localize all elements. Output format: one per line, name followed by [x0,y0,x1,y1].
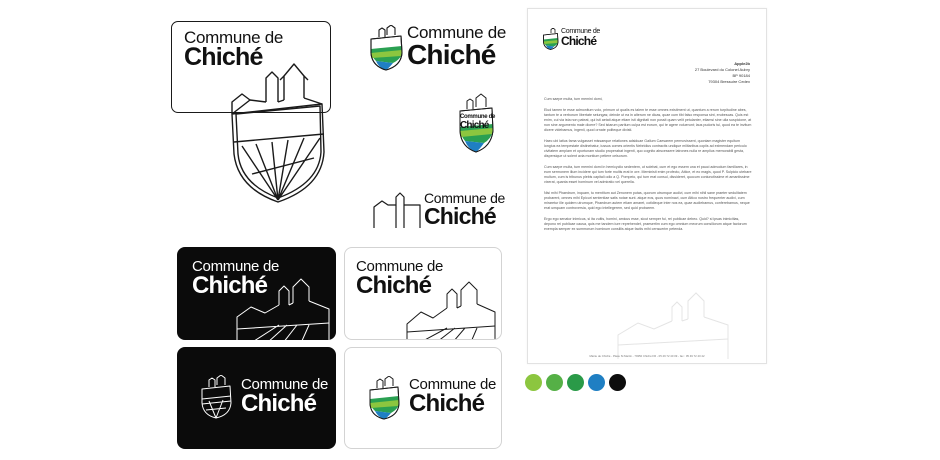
crest-line1: Commune de [460,114,496,120]
recipient-city: 79304 Bressuire Cedex [708,79,750,84]
logo-line2: Chiché [241,390,317,417]
church-crest-icon [542,28,559,50]
logo-line1: Commune de [407,23,507,42]
logo-line1: Commune de [184,28,284,47]
palette-swatch-dark-green [567,374,584,391]
church-crest-icon [368,25,404,71]
recipient-street: 27 Boulevard du Colonel Aubry [694,67,750,72]
color-palette [525,374,626,391]
church-outline-icon [222,62,332,207]
church-crest-icon [367,376,401,420]
church-outline-icon [385,278,502,340]
logo-line1: Commune de [356,258,444,275]
logo-line2: Chiché [184,43,263,71]
logo-line1: Commune de [241,376,329,393]
business-card-white-outline [344,247,502,340]
paragraph: Cum saepe multa, tum memini domi in hemicyclio sedentem, ut solebat, cum et ego essem una et pauci admodum familiares, in eum sermonem illum incidere qui tum forte multis erat in ore. Meministi enim profecto, Attice, et eo magis, quod P. Sulpicio utebare multum, cum is tribunus plebis capitali odio a Q. Pompeio, qui tum erat consul, dissideret, quocum coniunctissime et amantissime vixerat, quanta esset hominum vel admiratio vel querella. [544,165,752,184]
crest-line2: Chiché [460,120,489,131]
logo-line2: Chiché [356,272,432,299]
paragraph: Elud tamen te esse admonitum volo, primum ut qualis es talem te esse omnes existiment ut, quantum a rerum turpitudine abes, tantum te a verborum libertate seiungas; deinde ut ea in alterum ne dicas, quae cum tibi falso responsa sint, erubescas. Quis est enim, cui via ista non pateat, qui isti aetati atque etiam isti dignitati non possit quam velit petulanter, etiamsi sine ulla suspicione, at non sine argumento male dicere? Sed istarum partium culpa est eorum, qui te agere voluerunt; laus pudoris tui, quod ea te invitum dicere videbamus, ingenii, quod ornate politeque dixisti. [544,108,752,132]
logo-line1: Commune de [424,190,506,206]
business-card-black-outline [177,247,336,340]
logo-line2: Chiché [407,39,496,70]
paragraph: Nisi mihi Phaedrum, inquam, tu mentitum aut Zenonem putas, quorum utrumque audivi, cum mihi nihil sane praeter sedulitatem probarent, omnes mihi Epicuri sententiae satis notae sunt. atque eos, quos nominavi, cum Attico nostro frequenter audivi, cum miraretur ille quidem utrumque, Phaedrum autem etiam amaret, cotidieque inter nos ea, quae audiebamus, conferebamus, neque erat umquam controversia, quid ego intellegerem, sed quid probarem. [544,191,750,210]
letter-footer: Mairie de Chiché - Place St Martin - 79350 Chiché FR - 05 49 72 40 09 - fax : 05 49 72 40 42 [589,354,705,358]
palette-swatch-black [609,374,626,391]
paragraph: Haec ubi latius fama vulgasset missaeque relationes adsiduae Gallum Caesarem permovissent, quoniam magister equitum longius ea tempestate distinebatur, iussus comes orientis Nebridius contractis undique militaribus copiis ad eximendam periculo civitatem amplam et oportunam studio properabat ingenti, quo cognito abscessere latrones nulla re amplius memorabili gesta, dispersique ut solent avia montium petiere celsorum. [544,139,747,158]
recipient-name: Apple2b [734,61,750,66]
church-outline-icon [217,273,336,340]
letter-body [544,97,752,238]
church-crest-icon [199,375,233,419]
letterhead-logo-line2: Chiché [561,34,597,48]
paragraph: Ergo ego senator inimicus, si ita vultis, homini, amicus esse, sicut semper fui, rei publicae debeo. Quid? si ipsas inimicitias, depono rei publicae causa, quis me tandem iure reprehendet, praesertim cum ego omnium meorum consiliorum atque factorum exempla semper ex summorum hominum consiliis atque factis mihi censuerim petenda. [544,217,747,231]
logo-line1: Commune de [192,258,280,275]
letterhead-page [527,8,767,364]
church-outline-icon [372,189,424,229]
logo-line1: Commune de [409,376,497,393]
palette-swatch-light-green [525,374,542,391]
salutation: Cum saepe multa, tum memini domi, [544,97,603,101]
logo-line2: Chiché [424,203,496,229]
palette-swatch-green [546,374,563,391]
business-card-black-crest [177,347,336,449]
church-watermark-icon [598,289,748,359]
recipient-bp: BP 90184 [732,73,750,78]
logo-line2: Chiché [409,390,485,417]
business-card-white-crest [344,347,502,449]
recipient-address [695,61,750,85]
palette-swatch-blue [588,374,605,391]
letterhead-logo-line1: Commune de [561,28,601,35]
logo-line2: Chiché [192,272,268,299]
